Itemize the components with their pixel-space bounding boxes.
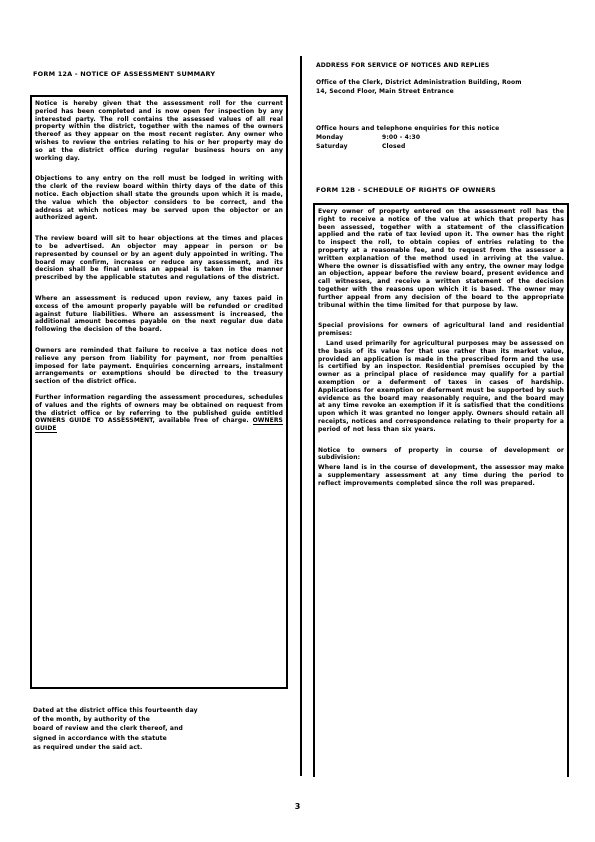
right-top-line-1: ADDRESS FOR SERVICE OF NOTICES AND REPLIES [316, 62, 490, 69]
left-footer-line-1: Dated at the district office this fourteenth day [33, 707, 198, 714]
right-paragraph-1: Every owner of property entered on the assessment roll has the right to receive a notice of the value at which that property has been assessed, together with a statement of the classification applied and the rate of tax levied upon it. The owner has the right to inspect the roll, to obtain copies of entries relating to the property at a reasonable fee, and to request from the assessor a written explanation of the method used in arriving at the value. Where the owner is dissatisfied with any entry, the owner may lodge an objection, appear before the review board, present evidence and call witnesses, and receive a written statement of the decision together with the reasons upon which it is based. The owner may further appeal from any decision of the board to the appropriate tribunal within the time limited for that purpose by law. [318, 208, 564, 309]
office-row-2-label: Saturday [316, 143, 348, 151]
right-paragraph-3-text: Land used primarily for agricultural purposes may be assessed on the basis of its value for that use rather than its market value, provided an application is made in the prescribed form and the use is certified by an inspector. Residential premises occupied by the owner as a principal place of residence may qualify for a partial exemption or a deferment of taxes in cases of hardship. Applications for exemption or deferment must be supported by such evidence as the board may reasonably require, and the board may at any time revoke an exemption if it is satisfied that the conditions upon which it was granted no longer apply. Owners should retain all receipts, notices and correspondence relating to their property for a period of not less than six years. [318, 339, 564, 433]
left-paragraph-3: The review board will sit to hear objections at the times and places to be advertised. An objector may appear in person or be represented by counsel or by an agent duly appointed in writing. The board may confirm, increase or reduce any assessment, and its decision shall be final unless an appeal is taken in the manner prescribed by the applicable statutes and regulations of the district. [35, 235, 283, 282]
office-row-1-value: 9:00 - 4:30 [382, 134, 421, 142]
right-paragraph-4: Notice to owners of property in course of development or subdivision: [318, 446, 564, 462]
left-footer [33, 706, 288, 752]
left-paragraph-6-text: Further information regarding the assessment procedures, schedules of values and the rights of owners may be obtained on request from the district office or by referring to the published guide entitled OWNERS GUIDE TO ASSESSMENT, available free of charge. [35, 393, 283, 425]
left-text-box [30, 95, 288, 689]
office-row-2 [316, 142, 571, 151]
office-block [316, 124, 571, 152]
right-heading: FORM 12B - SCHEDULE OF RIGHTS OF OWNERS [316, 186, 496, 194]
office-row-2-value: Closed [382, 143, 406, 151]
left-paragraph-5: Owners are reminded that failure to receive a tax notice does not relieve any person from liability for payment, nor from penalties imposed for late payment. Enquiries concerning arrears, instalment arrangements or exemptions should be directed to the treasury section of the district office. [35, 346, 283, 386]
page-number: 3 [294, 802, 301, 811]
right-paragraph-2: Special provisions for owners of agricultural land and residential premises: [318, 322, 564, 338]
left-footer-line-5: as required under the said act. [33, 743, 143, 751]
left-paragraph-4: Where an assessment is reduced upon review, any taxes paid in excess of the amount properly payable will be refunded or credited against future liabilities. Where an assessment is increased, the additional amount becomes payable on the next regular due date following the decision of the board. [35, 294, 283, 334]
right-paragraph-5: Where land is in the course of development, the assessor may make a supplementary assessment at any time during the period to reflect improvements completed since the roll was prepared. [318, 464, 564, 487]
left-paragraph-6 [35, 394, 283, 433]
left-paragraph-2: Objections to any entry on the roll must be lodged in writing with the clerk of the review board within thirty days of the date of this notice. Each objection shall state the grounds upon which it is made, the value which the objector considers to be correct, and the address at which notices may be served upon the objector or an authorized agent. [35, 175, 283, 222]
left-heading: FORM 12A - NOTICE OF ASSESSMENT SUMMARY [33, 70, 216, 78]
underlined-term: OWNERS GUIDE [35, 417, 283, 433]
left-footer-line-4: signed in accordance with the statute [33, 734, 167, 742]
column-separator [300, 56, 302, 776]
left-footer-line-3: board of review and the clerk thereof, and [33, 725, 183, 733]
left-footer-line-2: of the month, by authority of the [33, 716, 151, 724]
right-text-box [313, 203, 569, 777]
right-top-line-2: Office of the Clerk, District Administration Building, Room [316, 79, 522, 87]
office-heading: Office hours and telephone enquiries for this notice [316, 125, 500, 132]
office-row-1-label: Monday [316, 134, 344, 142]
right-top-text [316, 61, 571, 97]
right-top-line-3: 14, Second Floor, Main Street Entrance [316, 88, 454, 96]
left-paragraph-1: Notice is hereby given that the assessment roll for the current period has been completed and is now open for inspection by any interested party. The roll contains the assessed values of all real property within the district, together with the names of the owners thereof as they appear on the most recent register. Any owner who wishes to review the entries relating to his or her property may do so at the district office during regular business hours on any working day. [35, 100, 283, 162]
office-row-1 [316, 133, 571, 142]
right-paragraph-3 [318, 340, 564, 434]
